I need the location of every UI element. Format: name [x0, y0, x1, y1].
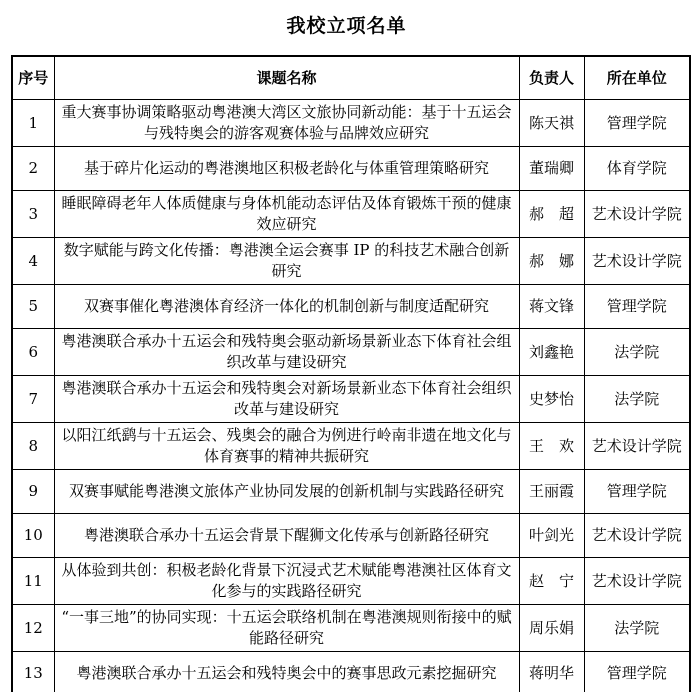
project-title: 数字赋能与跨文化传播：粤港澳全运会赛事 IP 的科技艺术融合创新研究	[54, 238, 519, 285]
table-row	[12, 514, 690, 558]
project-title: 以阳江纸鹞与十五运会、残奥会的融合为例进行岭南非遗在地文化与体育赛事的精神共振研究	[54, 423, 519, 470]
project-title: 基于碎片化运动的粤港澳地区积极老龄化与体重管理策略研究	[54, 147, 519, 191]
leader-name: 陈天祺	[519, 100, 584, 147]
leader-name: 刘鑫艳	[519, 329, 584, 376]
project-title: 双赛事赋能粤港澳文旅体产业协同发展的创新机制与实践路径研究	[54, 470, 519, 514]
unit-name: 艺术设计学院	[584, 238, 690, 285]
leader-name: 董瑞卿	[519, 147, 584, 191]
table-row	[12, 652, 690, 692]
project-title: 重大赛事协调策略驱动粤港澳大湾区文旅协同新动能：基于十五运会与残特奥会的游客观赛体验与品牌效应研究	[54, 100, 519, 147]
unit-name: 艺术设计学院	[584, 558, 690, 605]
row-number: 6	[12, 329, 54, 376]
leader-name: 叶剑光	[519, 514, 584, 558]
unit-name: 艺术设计学院	[584, 514, 690, 558]
project-title: 双赛事催化粤港澳体育经济一体化的机制创新与制度适配研究	[54, 285, 519, 329]
row-number: 3	[12, 191, 54, 238]
unit-name: 艺术设计学院	[584, 423, 690, 470]
table-row	[12, 423, 690, 470]
table-row	[12, 605, 690, 652]
unit-name: 法学院	[584, 329, 690, 376]
table-row	[12, 470, 690, 514]
table-row	[12, 191, 690, 238]
page-title: 我校立项名单	[286, 15, 407, 37]
table-row	[12, 238, 690, 285]
unit-name: 管理学院	[584, 470, 690, 514]
project-title: 睡眠障碍老年人体质健康与身体机能动态评估及体育锻炼干预的健康效应研究	[54, 191, 519, 238]
row-number: 10	[12, 514, 54, 558]
unit-name: 法学院	[584, 376, 690, 423]
leader-name: 王丽霞	[519, 470, 584, 514]
leader-name: 赵 宁	[519, 558, 584, 605]
table-header-row	[12, 56, 690, 100]
unit-name: 艺术设计学院	[584, 191, 690, 238]
unit-name: 管理学院	[584, 285, 690, 329]
column-header-title: 课题名称	[54, 56, 519, 100]
row-number: 7	[12, 376, 54, 423]
project-title: 粤港澳联合承办十五运会和残特奥会对新场景新业态下体育社会组织改革与建设研究	[54, 376, 519, 423]
project-title: 粤港澳联合承办十五运会背景下醒狮文化传承与创新路径研究	[54, 514, 519, 558]
column-header-leader: 负责人	[519, 56, 584, 100]
row-number: 2	[12, 147, 54, 191]
unit-name: 管理学院	[584, 100, 690, 147]
leader-name: 史梦怡	[519, 376, 584, 423]
project-table	[11, 55, 691, 692]
project-title: 粤港澳联合承办十五运会和残特奥会驱动新场景新业态下体育社会组织改革与建设研究	[54, 329, 519, 376]
column-header-no: 序号	[12, 56, 54, 100]
table-row	[12, 285, 690, 329]
row-number: 4	[12, 238, 54, 285]
table-row	[12, 147, 690, 191]
unit-name: 管理学院	[584, 652, 690, 692]
project-title: 从体验到共创：积极老龄化背景下沉浸式艺术赋能粤港澳社区体育文化参与的实践路径研究	[54, 558, 519, 605]
table-row	[12, 558, 690, 605]
table-row	[12, 376, 690, 423]
row-number: 13	[12, 652, 54, 692]
row-number: 8	[12, 423, 54, 470]
project-title: 粤港澳联合承办十五运会和残特奥会中的赛事思政元素挖掘研究	[54, 652, 519, 692]
row-number: 1	[12, 100, 54, 147]
unit-name: 体育学院	[584, 147, 690, 191]
row-number: 5	[12, 285, 54, 329]
unit-name: 法学院	[584, 605, 690, 652]
row-number: 12	[12, 605, 54, 652]
row-number: 11	[12, 558, 54, 605]
leader-name: 蒋文锋	[519, 285, 584, 329]
leader-name: 郝 娜	[519, 238, 584, 285]
table-row	[12, 329, 690, 376]
leader-name: 郝 超	[519, 191, 584, 238]
leader-name: 周乐娟	[519, 605, 584, 652]
leader-name: 王 欢	[519, 423, 584, 470]
leader-name: 蒋明华	[519, 652, 584, 692]
table-row	[12, 100, 690, 147]
column-header-unit: 所在单位	[584, 56, 690, 100]
row-number: 9	[12, 470, 54, 514]
project-title: “一事三地”的协同实现：十五运会联络机制在粤港澳规则衔接中的赋能路径研究	[54, 605, 519, 652]
